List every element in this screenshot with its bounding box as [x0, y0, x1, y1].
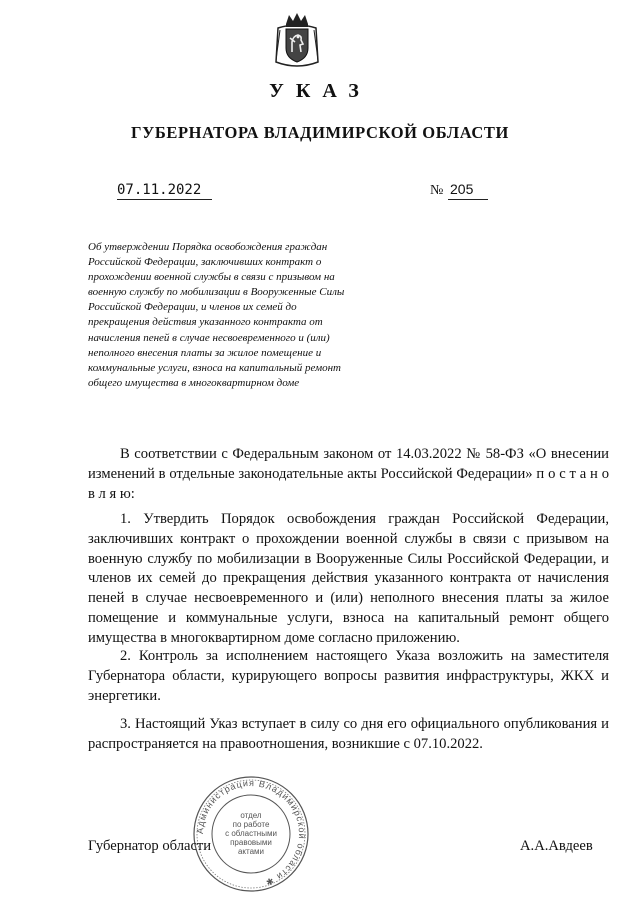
document-issuer: ГУБЕРНАТОРА ВЛАДИМИРСКОЙ ОБЛАСТИ: [131, 123, 509, 142]
document-date: 07.11.2022: [117, 182, 212, 200]
document-subject: Об утверждении Порядка освобождения граждан Российской Федерации, заключивших контракт о прохождении военной службы в связи с призывом на военную службу по мобилизации в Вооруженные Силы Российской Федерации, и членов их семей до прекращения действия указанного контракта от начисления пеней в случае несвоевременного и (или) неполного внесения платы за жилое помещение и коммунальные услуги, взноса на капитальный ремонт общего имущества в многоквартирном доме: [88, 241, 345, 389]
number-label: №: [430, 183, 444, 198]
clause-3: 3. Настоящий Указ вступает в силу со дня его официального опубликования и распространяется на правоотношения, возникшие с 07.10.2022.: [88, 716, 609, 752]
coat-of-arms-icon: [272, 10, 322, 70]
preamble-paragraph: В соответствии с Федеральным законом от 14.03.2022 № 58-ФЗ «О внесении изменений в отдельные законодательные акты Российской Федерации» п о с т а н о в л я ю:: [88, 446, 609, 502]
svg-text:отдел: отдел: [240, 811, 262, 820]
svg-text:актами: актами: [237, 847, 265, 856]
signatory-position: Губернатор области: [88, 838, 212, 854]
document-title: УКАЗ: [269, 80, 371, 102]
svg-text:правовыми: правовыми: [230, 838, 272, 847]
signatory-name: А.А.Авдеев: [520, 838, 593, 854]
svg-text:Администрация Владимирской обл: Администрация Владимирской области ✱: [194, 777, 308, 888]
official-stamp-icon: [192, 775, 310, 893]
clause-2: 2. Контроль за исполнением настоящего Указа возложить на заместителя Губернатора области, курирующего вопросы развития инфраструктуры, ЖКХ и энергетики.: [88, 648, 609, 704]
svg-text:с областными: с областными: [225, 829, 277, 838]
document-number: 205: [448, 181, 488, 200]
clause-1: 1. Утвердить Порядок освобождения граждан Российской Федерации, заключивших контракт о прохождении военной службы в связи с призывом на военную службу по мобилизации в Вооруженные Силы Российской Федерации, и членов их семей до прекращения действия указанного контракта от начисления пеней в случае несвоевременного и (или) неполного внесения платы за жилое помещение и коммунальные услуги, взноса на капитальный ремонт общего имущества в многоквартирном доме согласно приложению.: [88, 511, 609, 646]
svg-text:по работе: по работе: [232, 820, 270, 829]
